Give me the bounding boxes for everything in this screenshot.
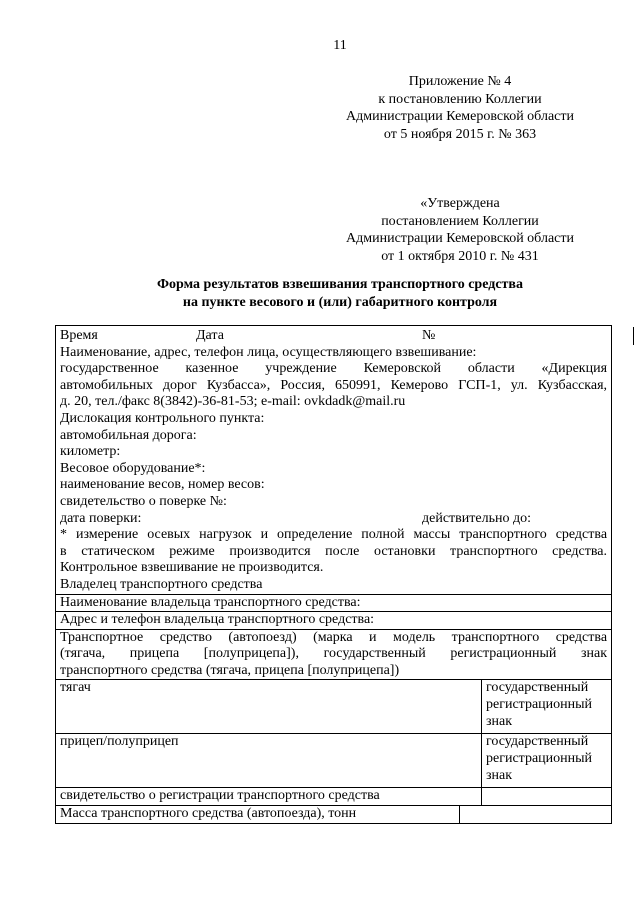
vehicle-cell <box>56 629 612 680</box>
vehicle-line: транспортного средства (тягача, прицепа [полуприцепа]) <box>60 662 400 678</box>
note-line: Контрольное взвешивание не производится. <box>60 560 324 576</box>
weigher-line: д. 20, тел./факс 8(3842)-36-81-53; e-mail: ovkdadk@mail.ru <box>60 394 406 410</box>
reg-plate-line: знак <box>486 713 513 729</box>
approved-line: «Утверждена <box>420 196 500 211</box>
page-number: 11 <box>333 38 347 53</box>
certificate-label: свидетельство о поверке №: <box>60 493 227 509</box>
vehicle-line: Транспортное средство (автопоезд) (марка и модель транспортного средства <box>60 629 608 645</box>
appendix-line: Администрации Кемеровской области <box>346 109 574 124</box>
reg-plate-line: регистрационный <box>486 697 593 713</box>
km-label: километр: <box>60 444 121 460</box>
owner-name-cell: Наименование владельца транспортного средства: <box>56 594 612 612</box>
owner-address-cell: Адрес и телефон владельца транспортного средства: <box>56 612 612 630</box>
scales-label: наименование весов, номер весов: <box>60 477 265 493</box>
form-title <box>100 276 580 312</box>
valid-until-label: действительно до: <box>422 510 531 526</box>
time-date-row <box>60 328 607 345</box>
location-label: Дислокация контрольного пункта: <box>60 410 265 426</box>
appendix-line: Приложение № 4 <box>408 74 512 89</box>
owner-label: Владелец транспортного средства <box>60 576 263 592</box>
weigher-line: государственное казенное учреждение Кемеровской области «Дирекция <box>60 361 608 377</box>
appendix-line: к постановлению Коллегии <box>378 91 542 107</box>
trailer-reg-plate-cell <box>482 734 612 788</box>
note-line: в статическом режиме производится после остановки транспортного средства. <box>60 543 608 559</box>
mass-cell: Масса транспортного средства (автопоезда), тонн <box>56 806 460 824</box>
text-cursor <box>633 327 634 345</box>
reg-plate-line: регистрационный <box>486 751 593 767</box>
equipment-label: Весовое оборудование*: <box>60 460 206 476</box>
weighing-form-table <box>55 325 612 824</box>
title-line: Форма результатов взвешивания транспортного средства <box>157 277 523 292</box>
verification-row <box>60 511 607 528</box>
reg-plate-line: государственный <box>486 734 589 750</box>
approved-line: от 1 октября 2010 г. № 431 <box>381 248 539 264</box>
note-line: * измерение осевых нагрузок и определение полной массы транспортного средства <box>60 527 608 543</box>
reg-plate-line: государственный <box>486 680 589 696</box>
trailer-cell: прицеп/полуприцеп <box>56 734 482 788</box>
road-label: автомобильная дорога: <box>60 427 197 443</box>
vehicle-line: (тягача, прицепа [полуприцепа]), государственный регистрационный знак <box>60 646 608 662</box>
weigher-label: Наименование, адрес, телефон лица, осуществляющего взвешивание: <box>60 344 477 360</box>
tractor-cell: тягач <box>56 680 482 734</box>
registration-certificate-value <box>482 788 612 806</box>
approved-block <box>330 195 590 265</box>
registration-certificate-cell: свидетельство о регистрации транспортного средства <box>56 788 482 806</box>
appendix-line: от 5 ноября 2015 г. № 363 <box>383 126 537 142</box>
appendix-block <box>330 73 590 143</box>
date-label: Дата <box>196 328 224 343</box>
approved-line: Администрации Кемеровской области <box>346 231 574 246</box>
verification-date-label: дата поверки: <box>60 510 142 526</box>
title-line: на пункте весового и (или) габаритного контроля <box>182 295 498 310</box>
weigher-line: автомобильных дорог Кузбасса», Россия, 650991, Кемерово ГСП-1, ул. Кузбасская, <box>60 377 608 393</box>
number-label: № <box>422 328 436 343</box>
tractor-reg-plate-cell <box>482 680 612 734</box>
approved-line: постановлением Коллегии <box>381 213 539 229</box>
time-label: Время <box>60 328 98 343</box>
weighing-info-cell <box>56 326 612 595</box>
mass-value <box>460 806 612 824</box>
reg-plate-line: знак <box>486 767 513 783</box>
